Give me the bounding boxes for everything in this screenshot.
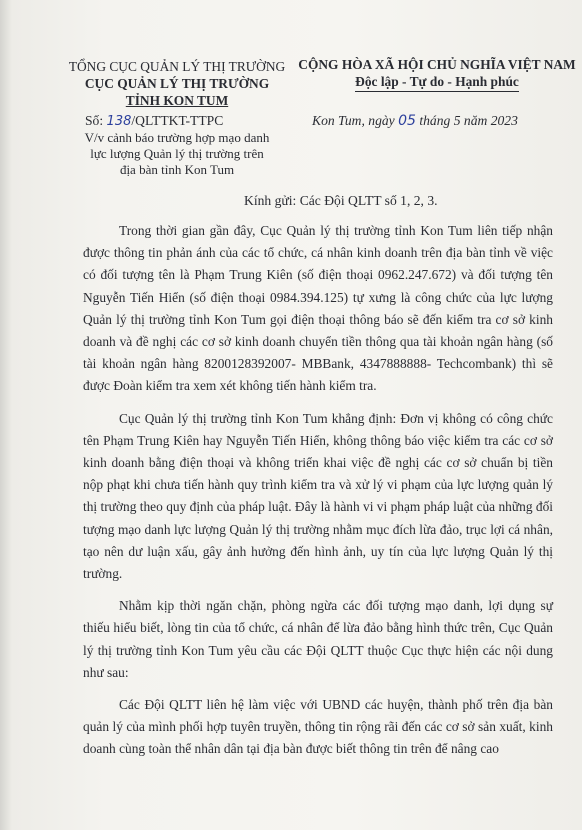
issuing-agency-line1: CỤC QUẢN LÝ THỊ TRƯỜNG: [84, 76, 270, 91]
document-number-suffix: /QLTTKT-TTPC: [131, 113, 224, 128]
body-paragraph: Nhằm kịp thời ngăn chặn, phòng ngừa các đối tượng mạo danh, lợi dụng sự thiếu hiểu biết, lòng tin của tổ chức, cá nhân để lừa đảo bằng hình thức trên, Cục Quản lý thị trường tỉnh Kon Tum yêu cầu các Đội QLTT thuộc Cục thực hiện các nội dung như sau:: [83, 598, 553, 680]
national-motto: Độc lập - Tự do - Hạnh phúc: [355, 73, 519, 92]
document-subject: [66, 130, 288, 178]
recipient-line: Kính gửi: Các Đội QLTT số 1, 2, 3.: [244, 193, 438, 208]
issue-date-day-handwritten: 05: [398, 113, 416, 129]
national-heading-block: [296, 56, 578, 92]
subject-line-2: lực lượng Quản lý thị trường trên: [90, 146, 264, 161]
body-paragraph: Các Đội QLTT liên hệ làm việc với UBND các huyện, thành phố trên địa bàn quản lý của mình phối hợp tuyên truyền, thông tin rộng rãi đến các cơ sở sản xuất, kinh doanh cùng toàn thể nhân dân tại địa bàn được biết thông tin trên để nâng cao: [83, 697, 553, 757]
issue-date-prefix: Kon Tum, ngày: [312, 113, 399, 128]
issue-date-suffix: tháng 5 năm 2023: [415, 113, 518, 128]
page-edge-shadow: [0, 0, 12, 830]
body-paragraph: Cục Quản lý thị trường tỉnh Kon Tum khẳng định: Đơn vị không có công chức tên Phạm Trung Kiên hay Nguyễn Tiến Hiển, không thông báo việc kiểm tra các cơ sở kinh doanh bằng điện thoại và không triển khai việc đề nghị các cơ sở chuẩn bị tiền nộp phạt khi chưa tiến hành quy trình kiểm tra và xử lý vi phạm của lực lượng quản lý thị trường theo quy định của pháp luật. Đây là hành vi vi phạm pháp luật của những đối tượng mạo danh lực lượng Quản lý thị trường nhằm mục đích lừa đảo, trục lợi cá nhân, tạo nên dư luận xấu, gây ảnh hưởng đến hình ảnh, uy tín của lực lượng Quản lý thị trường.: [83, 410, 553, 582]
subject-line-1: V/v cảnh báo trường hợp mạo danh: [84, 130, 270, 145]
country-name: CỘNG HÒA XÃ HỘI CHỦ NGHĨA VIỆT NAM: [298, 57, 576, 72]
issue-date: [312, 113, 518, 129]
document-number: [85, 113, 223, 129]
document-body: [83, 220, 553, 761]
document-number-prefix: Số:: [85, 113, 107, 128]
issuing-agency-block: [66, 58, 288, 109]
parent-agency: TỔNG CỤC QUẢN LÝ THỊ TRƯỜNG: [68, 59, 286, 74]
issuing-agency-line2: TỈNH KON TUM: [125, 93, 229, 108]
document-number-handwritten: 138: [106, 114, 132, 129]
body-paragraph: Trong thời gian gần đây, Cục Quản lý thị trường tỉnh Kon Tum liên tiếp nhận được thông tin phản ánh của các tổ chức, cá nhân kinh doanh trên địa bàn tỉnh về việc có đối tượng tên là Phạm Trung Kiên (số điện thoại 0962.247.672) và đối tượng tên Nguyễn Tiến Hiển (số điện thoại 0984.394.125) tự xưng là công chức của lực lượng Quản lý thị trường tỉnh Kon Tum gọi điện thoại thông báo sẽ đến kiểm tra cơ sở kinh doanh và đề nghị các cơ sở kinh doanh chuyển tiền thông qua tài khoản ngân hàng (số tài khoản ngân hàng 8200128392007- MBBank, 4347888888- Techcombank) thì sẽ được Đoàn kiểm tra xem xét không tiến hành kiểm tra.: [83, 223, 553, 394]
subject-line-3: địa bàn tỉnh Kon Tum: [119, 162, 235, 177]
